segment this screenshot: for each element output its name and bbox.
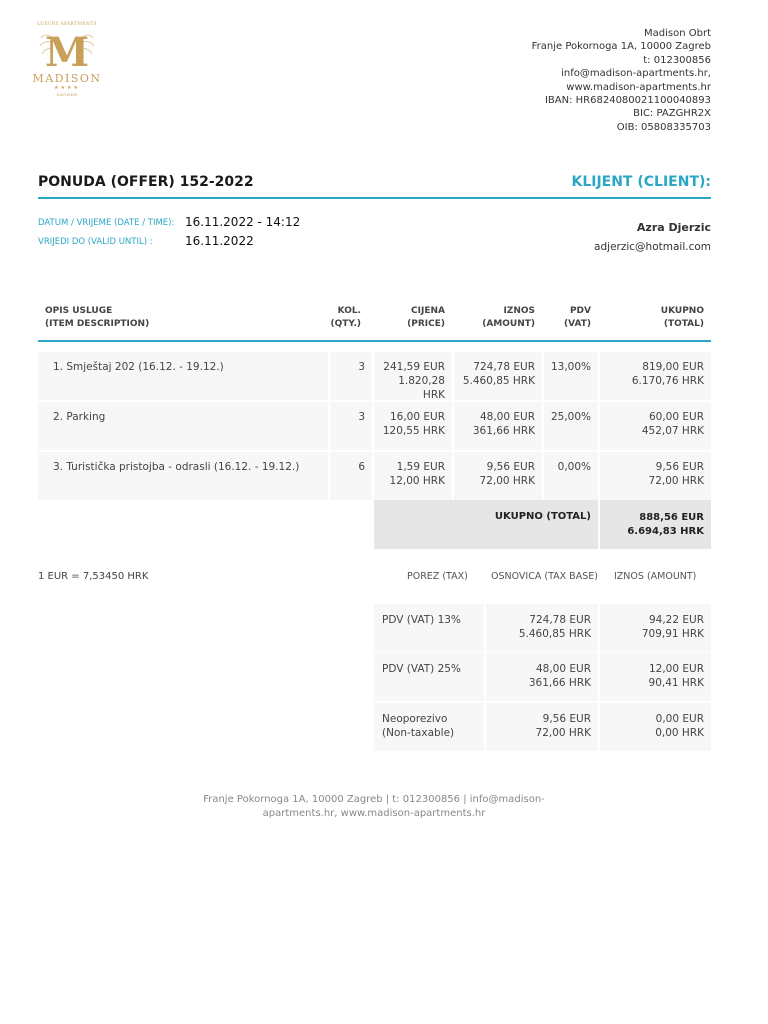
grand-total-value-cell — [600, 500, 711, 549]
th-price: CIJENA (PRICE) — [407, 306, 445, 329]
logo-brand: MADISON — [32, 72, 102, 85]
tax-amount: 94,22 EUR 709,91 HRK — [600, 604, 711, 652]
tax-row — [374, 604, 711, 652]
client-heading: KLIJENT (CLIENT): — [571, 174, 711, 190]
th-vat: PDV (VAT) — [564, 306, 591, 329]
item-price: 1,59 EUR 12,00 HRK — [374, 452, 452, 500]
tax-row — [374, 653, 711, 701]
item-total: 819,00 EUR 6.170,76 HRK — [600, 352, 711, 400]
logo-stars: ★★★★ — [54, 85, 80, 91]
tax-amount: 12,00 EUR 90,41 HRK — [600, 653, 711, 701]
tax-base: 48,00 EUR 361,66 HRK — [486, 653, 598, 701]
tax-type: PDV (VAT) 13% — [374, 604, 484, 652]
tax-base: 724,78 EUR 5.460,85 HRK — [486, 604, 598, 652]
th-amount: IZNOS (AMOUNT) — [482, 306, 535, 329]
exchange-rate: 1 EUR = 7,53450 HRK — [38, 571, 149, 582]
svg-text:M: M — [44, 29, 90, 72]
item-total: 60,00 EUR 452,07 HRK — [600, 402, 711, 450]
company-iban: IBAN: HR6824080021100040893 — [544, 95, 711, 107]
logo-monogram-icon — [39, 28, 95, 72]
item-vat: 13,00% — [544, 352, 598, 400]
item-vat: 25,00% — [544, 402, 598, 450]
company-oib: OIB: 05808335703 — [616, 121, 711, 133]
table-row — [38, 352, 711, 400]
logo-tagline: LUXURY APARTMENTS — [37, 22, 97, 27]
client-name: Azra Djerzic — [636, 221, 711, 234]
th-qty: KOL. (QTY.) — [330, 306, 361, 329]
item-price: 16,00 EUR 120,55 HRK — [374, 402, 452, 450]
table-row — [38, 402, 711, 450]
company-web[interactable]: www.madison-apartments.hr — [566, 81, 711, 93]
th-total: UKUPNO (TOTAL) — [660, 306, 704, 329]
tax-row — [374, 703, 711, 751]
item-amount: 48,00 EUR 361,66 HRK — [454, 402, 542, 450]
item-qty: 3 — [330, 402, 372, 450]
company-bic: BIC: PAZGHR2X — [633, 108, 711, 120]
item-amount: 9,56 EUR 72,00 HRK — [454, 452, 542, 500]
valid-until-label: VRIJEDI DO (VALID UNTIL) : — [38, 237, 153, 247]
page-footer — [200, 793, 548, 821]
table-header-divider — [38, 340, 711, 342]
tax-type: Neoporezivo (Non-taxable) — [374, 703, 484, 751]
item-qty: 3 — [330, 352, 372, 400]
document-title: PONUDA (OFFER) 152-2022 — [38, 174, 254, 190]
footer-line-2: apartments.hr, www.madison-apartments.hr — [262, 808, 486, 819]
title-divider — [38, 197, 711, 199]
tax-th-amount: IZNOS (AMOUNT) — [614, 571, 697, 582]
tax-type: PDV (VAT) 25% — [374, 653, 484, 701]
item-vat: 0,00% — [544, 452, 598, 500]
company-email[interactable]: info@madison-apartments.hr, — [561, 68, 711, 80]
table-row — [38, 452, 711, 500]
date-value: 16.11.2022 - 14:12 — [185, 215, 301, 229]
th-description: OPIS USLUGE (ITEM DESCRIPTION) — [45, 306, 150, 329]
footer-line-1: Franje Pokornoga 1A, 10000 Zagreb | t: 012300856 | info@madison- — [203, 794, 545, 805]
item-price: 241,59 EUR 1.820,28 HRK — [374, 352, 452, 400]
company-info — [532, 27, 711, 134]
item-total: 9,56 EUR 72,00 HRK — [600, 452, 711, 500]
item-description: 2. Parking — [38, 402, 328, 450]
company-address: Franje Pokornoga 1A, 10000 Zagreb — [531, 41, 711, 53]
valid-until-value: 16.11.2022 — [185, 234, 254, 248]
madison-logo — [32, 22, 102, 108]
item-description: 3. Turistička pristojba - odrasli (16.12. - 19.12.) — [38, 452, 328, 500]
tax-base: 9,56 EUR 72,00 HRK — [486, 703, 598, 751]
logo-city: ZAGREB — [56, 92, 78, 97]
grand-total-label-cell — [374, 500, 598, 549]
company-phone: t: 012300856 — [643, 54, 711, 66]
tax-th-base: OSNOVICA (TAX BASE) — [491, 571, 598, 582]
client-email[interactable]: adjerzic@hotmail.com — [594, 241, 711, 253]
tax-th-tax: POREZ (TAX) — [407, 571, 468, 582]
grand-total-value: 888,56 EUR 6.694,83 HRK — [627, 512, 704, 537]
company-name: Madison Obrt — [644, 28, 711, 39]
item-amount: 724,78 EUR 5.460,85 HRK — [454, 352, 542, 400]
item-description: 1. Smještaj 202 (16.12. - 19.12.) — [38, 352, 328, 400]
date-label: DATUM / VRIJEME (DATE / TIME): — [38, 218, 175, 228]
grand-total-label: UKUPNO (TOTAL) — [494, 511, 591, 522]
tax-amount: 0,00 EUR 0,00 HRK — [600, 703, 711, 751]
item-qty: 6 — [330, 452, 372, 500]
